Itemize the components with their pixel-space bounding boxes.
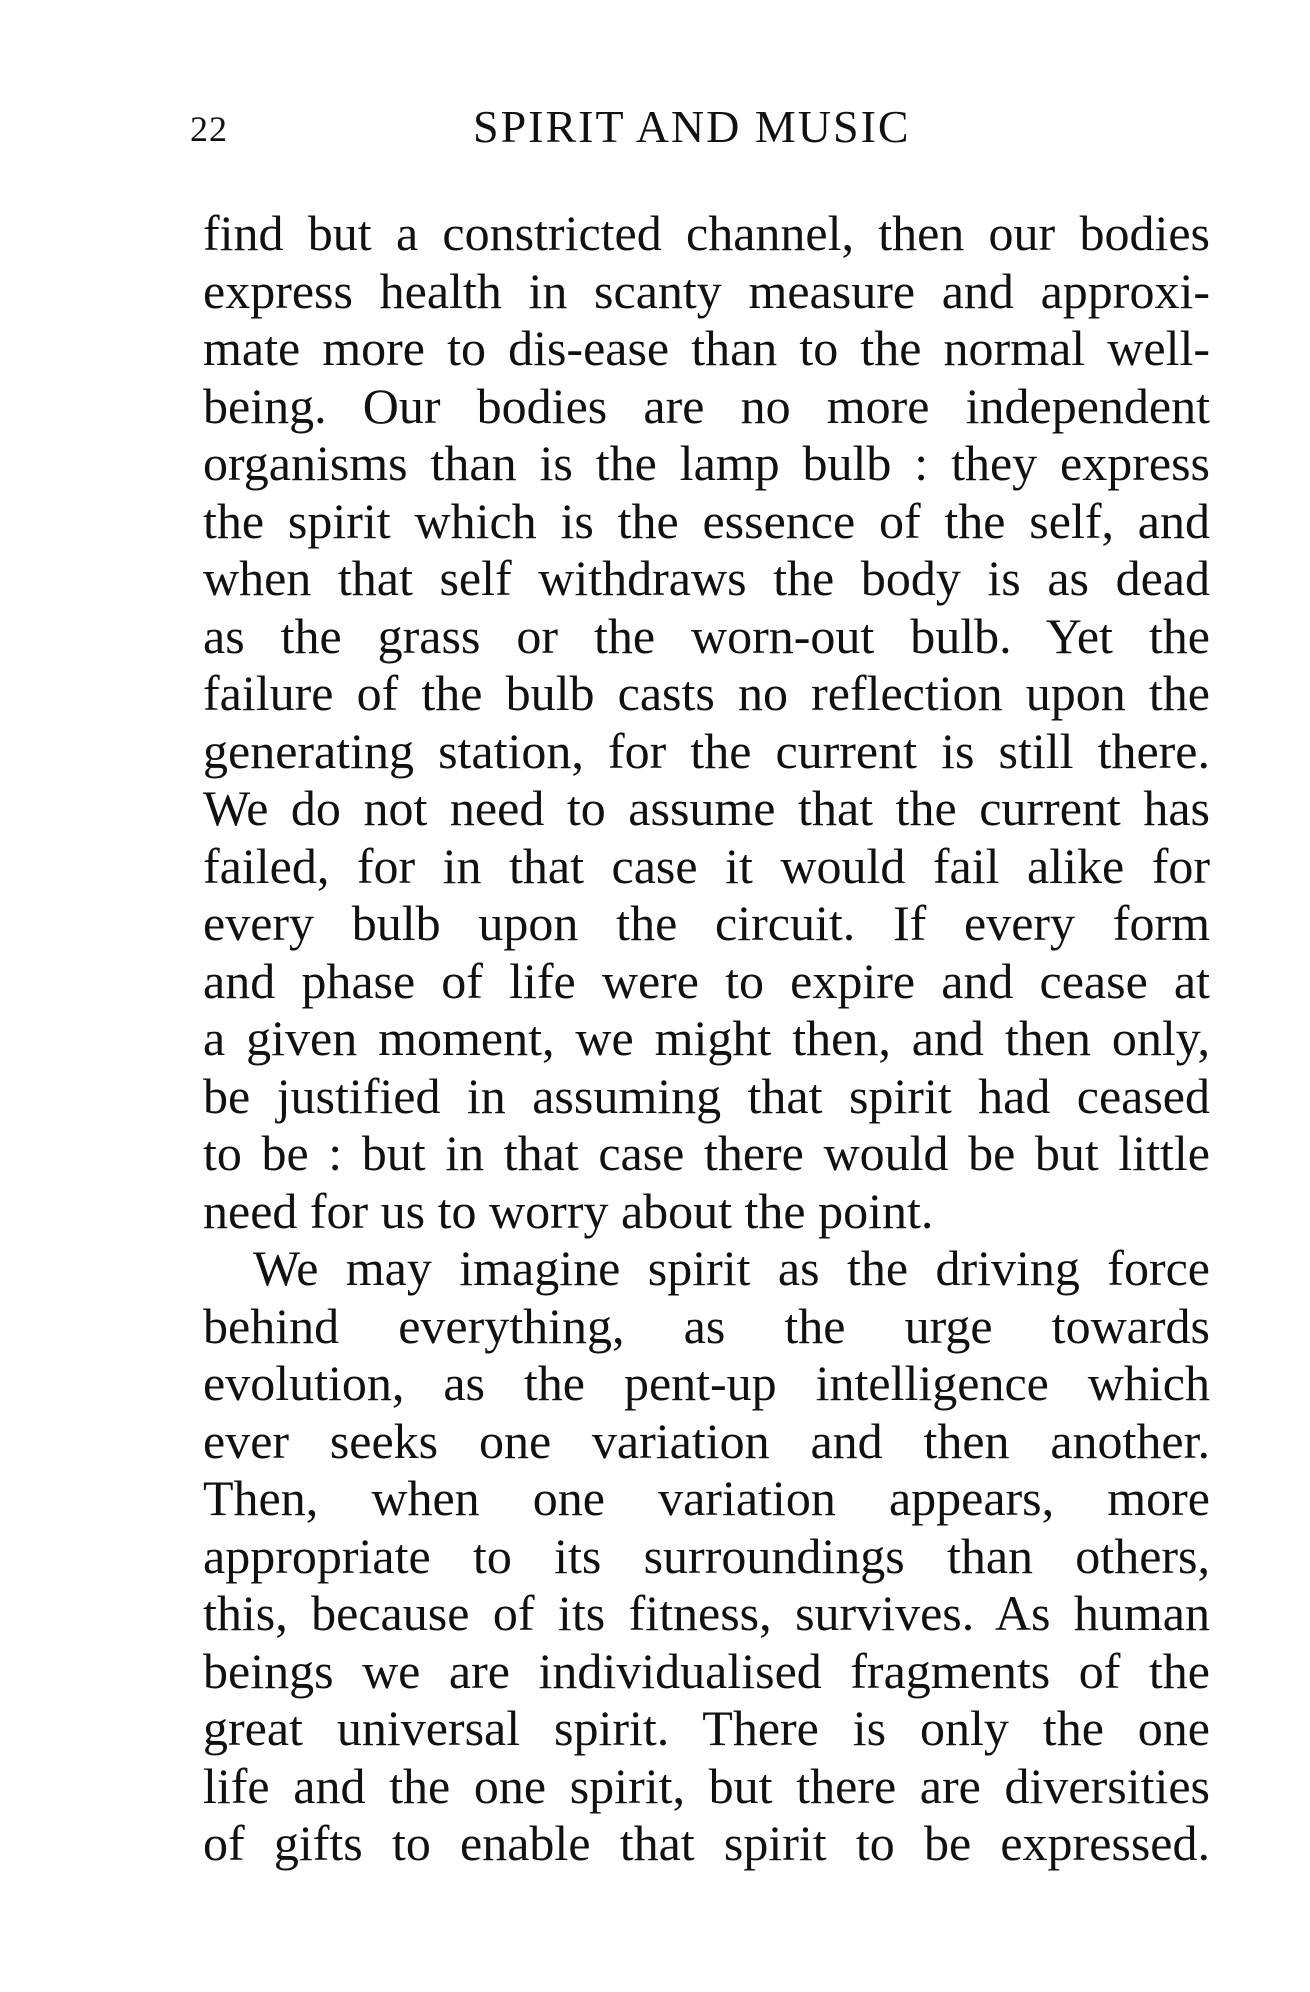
text-line: ever seeks one variation and then another. xyxy=(203,1412,1210,1469)
paragraph-end-line: need for us to worry about the point. xyxy=(203,1182,934,1239)
text-line: of gifts to enable that spirit to be expressed. xyxy=(203,1815,1210,1871)
text-line: behind everything, as the urge towards xyxy=(203,1297,1210,1354)
text-line: We do not need to assume that the current has xyxy=(203,780,1210,836)
text-line: express health in scanty measure and approxi- xyxy=(203,262,1210,319)
text-line: generating station, for the current is still there. xyxy=(203,722,1210,779)
text-line: as the grass or the worn-out bulb. Yet the xyxy=(203,607,1210,664)
text-line: when that self withdraws the body is as dead xyxy=(203,550,1210,606)
body-text xyxy=(203,205,1210,1873)
text-line: failure of the bulb casts no reflection upon the xyxy=(203,665,1210,721)
text-line: organisms than is the lamp bulb : they express xyxy=(203,435,1210,491)
text-line: the spirit which is the essence of the self, and xyxy=(203,492,1210,549)
text-line: find but a constricted channel, then our bodies xyxy=(203,205,1210,261)
text-line: to be : but in that case there would be but little xyxy=(203,1125,1210,1181)
text-line: be justified in assuming that spirit had ceased xyxy=(203,1067,1210,1124)
running-head xyxy=(190,100,1190,160)
text-line: every bulb upon the circuit. If every form xyxy=(203,895,1210,951)
text-line: a given moment, we might then, and then only, xyxy=(203,1010,1210,1066)
running-title: SPIRIT AND MUSIC xyxy=(473,101,911,152)
text-line: evolution, as the pent-up intelligence which xyxy=(203,1355,1210,1411)
text-line: life and the one spirit, but there are diversities xyxy=(203,1757,1210,1814)
text-line: Then, when one variation appears, more xyxy=(203,1470,1210,1526)
text-line: this, because of its fitness, survives. As human xyxy=(203,1585,1210,1641)
paragraph-start-line: We may imagine spirit as the driving force xyxy=(253,1240,1210,1296)
text-line: and phase of life were to expire and cease at xyxy=(203,952,1210,1009)
page-number: 22 xyxy=(190,109,228,149)
text-line: failed, for in that case it would fail alike for xyxy=(203,837,1210,894)
text-line: beings we are individualised fragments of the xyxy=(203,1642,1210,1699)
text-line: great universal spirit. There is only the one xyxy=(203,1700,1210,1756)
text-line: mate more to dis-ease than to the normal well- xyxy=(203,320,1210,376)
text-line: being. Our bodies are no more independent xyxy=(203,377,1210,434)
text-line: appropriate to its surroundings than others, xyxy=(203,1527,1210,1584)
